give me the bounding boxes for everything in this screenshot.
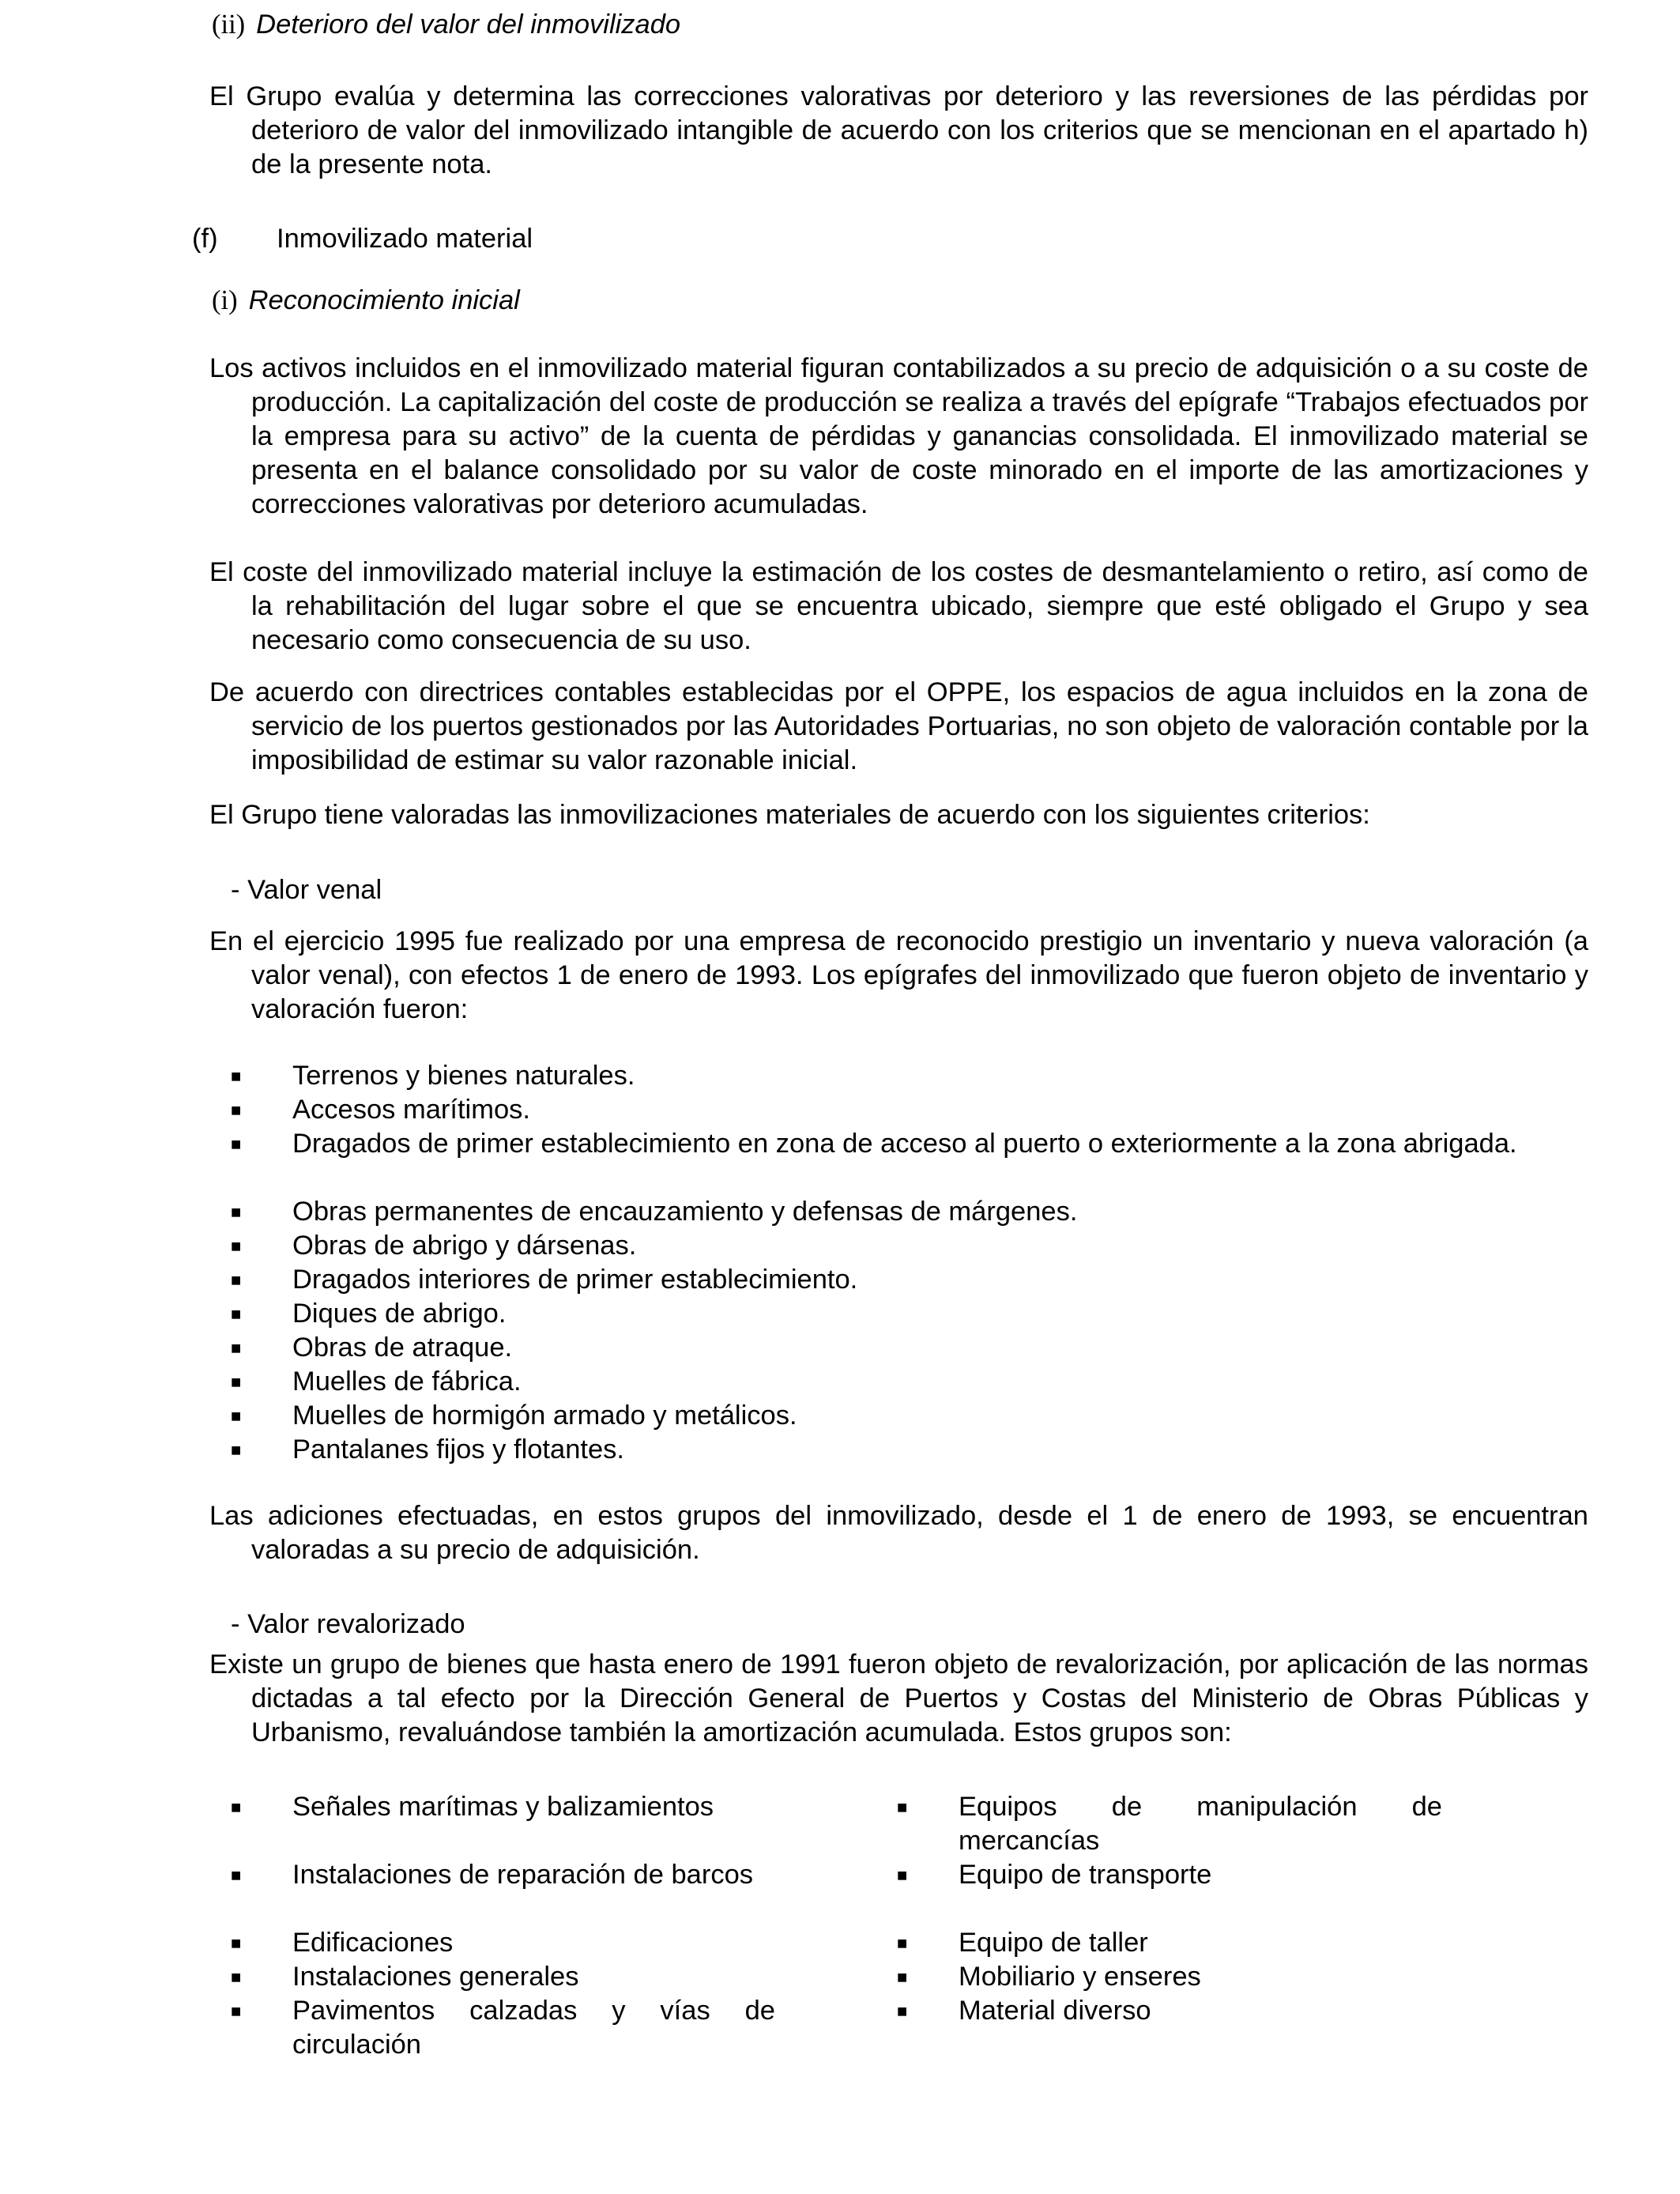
list-item-text: Equipos de manipulación de mercancías bbox=[959, 1792, 1442, 1856]
bullet-icon: ■ bbox=[897, 1933, 908, 1953]
list-item-text: Señales marítimas y balizamientos bbox=[292, 1792, 714, 1822]
bullet-icon: ■ bbox=[231, 1304, 242, 1324]
bullet-icon: ■ bbox=[231, 1406, 242, 1426]
subheading-valor-venal: - Valor venal bbox=[231, 875, 382, 905]
section-ii-title: Deterioro del valor del inmovilizado bbox=[256, 9, 681, 40]
list-item-text: Obras de abrigo y dársenas. bbox=[292, 1231, 637, 1261]
list-item-text: Equipo de transporte bbox=[959, 1860, 1212, 1890]
paragraph-oppe: De acuerdo con directrices contables establecidas por el OPPE, los espacios de agua incluidos en la zona de servicio de los puertos gestionados por las Autoridades Portuarias, no son objeto de valoración contable por la imposibilidad de estimar su valor razonable inicial. bbox=[209, 677, 1588, 775]
bullet-icon: ■ bbox=[231, 1202, 242, 1222]
list-item-text: Dragados de primer establecimiento en zona de acceso al puerto o exteriormente a la zona abrigada. bbox=[292, 1129, 1517, 1159]
paragraph-valor-venal: En el ejercicio 1995 fue realizado por una empresa de reconocido prestigio un inventario y nueva valoración (a valor venal), con efectos 1 de enero de 1993. Los epígrafes del inmovilizado que fueron objeto de inventario y valoración fueron: bbox=[209, 926, 1588, 1024]
bullet-icon: ■ bbox=[231, 1270, 242, 1290]
list-item-text: Pantalanes fijos y flotantes. bbox=[292, 1434, 624, 1465]
list-item-text: Instalaciones generales bbox=[292, 1962, 579, 1992]
list-item-text: Mobiliario y enseres bbox=[959, 1962, 1201, 1992]
subheading-valor-revalorizado: - Valor revalorizado bbox=[231, 1609, 465, 1639]
bullet-icon: ■ bbox=[897, 1967, 908, 1987]
bullet-icon: ■ bbox=[231, 1967, 242, 1987]
section-ii-marker: (ii) bbox=[212, 9, 246, 40]
bullet-icon: ■ bbox=[231, 1236, 242, 1256]
bullet-icon: ■ bbox=[897, 1865, 908, 1885]
section-f-title: Inmovilizado material bbox=[277, 224, 533, 254]
paragraph-deterioro: El Grupo evalúa y determina las correcciones valorativas por deterioro y las reversiones de las pérdidas por deterioro de valor del inmovilizado intangible de acuerdo con los criterios que se mencionan en el apartado h) de la presente nota. bbox=[209, 81, 1588, 179]
paragraph-adiciones: Las adiciones efectuadas, en estos grupos del inmovilizado, desde el 1 de enero de 1993, se encuentran valoradas a su precio de adquisición. bbox=[209, 1501, 1588, 1565]
list-item-text: Equipo de taller bbox=[959, 1928, 1148, 1958]
list-item-text: Obras de atraque. bbox=[292, 1333, 513, 1363]
section-i-title: Reconocimiento inicial bbox=[248, 285, 520, 315]
list-item-text: Accesos marítimos. bbox=[292, 1095, 530, 1125]
bullet-icon: ■ bbox=[231, 1933, 242, 1953]
bullet-icon: ■ bbox=[897, 2001, 908, 2021]
list-item-text: Instalaciones de reparación de barcos bbox=[292, 1860, 754, 1890]
list-item-text: Obras permanentes de encauzamiento y defensas de márgenes. bbox=[292, 1197, 1078, 1227]
bullet-icon: ■ bbox=[231, 1372, 242, 1392]
paragraph-coste: El coste del inmovilizado material incluye la estimación de los costes de desmantelamiento o retiro, así como de la rehabilitación del lugar sobre el que se encuentra ubicado, siempre que esté obligado el Grupo y sea necesario como consecuencia de su uso. bbox=[209, 557, 1588, 655]
list-item-text: Terrenos y bienes naturales. bbox=[292, 1061, 635, 1091]
list-item-text: Pavimentos calzadas y vías de circulación bbox=[292, 1996, 775, 2060]
bullet-icon: ■ bbox=[231, 1134, 242, 1154]
bullet-icon: ■ bbox=[231, 1066, 242, 1086]
bullet-icon: ■ bbox=[897, 1797, 908, 1817]
bullet-icon: ■ bbox=[231, 1865, 242, 1885]
paragraph-criterios: El Grupo tiene valoradas las inmovilizaciones materiales de acuerdo con los siguientes criterios: bbox=[209, 800, 1370, 830]
bullet-icon: ■ bbox=[231, 1797, 242, 1817]
section-i-marker: (i) bbox=[212, 285, 238, 315]
bullet-icon: ■ bbox=[231, 2001, 242, 2021]
list-item-text: Dragados interiores de primer establecimiento. bbox=[292, 1265, 858, 1295]
bullet-icon: ■ bbox=[231, 1100, 242, 1120]
bullet-icon: ■ bbox=[231, 1440, 242, 1460]
paragraph-valor-revalorizado: Existe un grupo de bienes que hasta enero de 1991 fueron objeto de revalorización, por aplicación de las normas dictadas a tal efecto por la Dirección General de Puertos y Costas del Ministerio de Obras Públicas y Urbanismo, revaluándose también la amortización acumulada. Estos grupos son: bbox=[209, 1649, 1588, 1747]
list-item-text: Diques de abrigo. bbox=[292, 1299, 507, 1329]
section-f-marker: (f) bbox=[192, 224, 218, 254]
list-item-text: Muelles de fábrica. bbox=[292, 1367, 522, 1397]
section-ii-heading bbox=[212, 8, 680, 42]
bullet-icon: ■ bbox=[231, 1338, 242, 1358]
paragraph-activos: Los activos incluidos en el inmovilizado material figuran contabilizados a su precio de adquisición o a su coste de producción. La capitalización del coste de producción se realiza a través del epígrafe “Trabajos efectuados por la empresa para su activo” de la cuenta de pérdidas y ganancias consolidada. El inmovilizado material se presenta en el balance consolidado por su valor de coste minorado en el importe de las amortizaciones y correcciones valorativas por deterioro acumuladas. bbox=[209, 353, 1588, 519]
list-item-text: Muelles de hormigón armado y metálicos. bbox=[292, 1400, 797, 1431]
section-i-heading bbox=[212, 284, 520, 318]
list-item-text: Material diverso bbox=[959, 1996, 1151, 2026]
list-item-text: Edificaciones bbox=[292, 1928, 454, 1958]
